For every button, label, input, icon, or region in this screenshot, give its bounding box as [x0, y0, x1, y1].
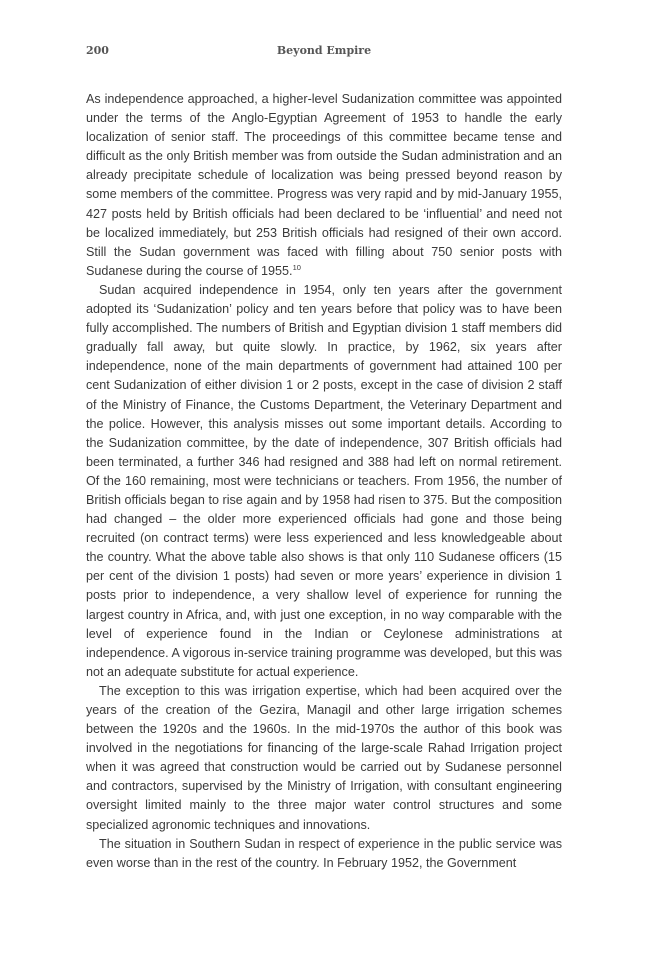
paragraph-3: The exception to this was irrigation expertise, which had been acquired over the years of the creation of the Gezira, Managil and other large irrigation schemes between the 1920s and the 1960s. In the mid-1970s the author of this book was involved in the negotiations for financing of the large-scale Rahad Irrigation project when it was agreed that construction would be carried out by Sudanese personnel and contractors, supervised by the Ministry of Irrigation, with consultant engineering oversight limited mainly to the three major water control structures and some specialized agronomic techniques and innovations. — [86, 683, 562, 832]
body-text — [86, 90, 562, 873]
book-page — [86, 40, 562, 873]
paragraph-4: The situation in Southern Sudan in respect of experience in the public service was even worse than in the rest of the country. In February 1952, the Government — [86, 836, 562, 870]
paragraph-1-text: As independence approached, a higher-level Sudanization committee was appointed under the terms of the Anglo-Egyptian Agreement of 1953 to handle the early localization of senior staff. The proceedings of this committee became tense and difficult as the only British member was from outside the Sudan administration and an already precipitate schedule of localization was being pressed beyond reason by some members of the committee. Progress was very rapid and by mid-January 1955, 427 posts held by British officials had been declared to be ‘influential’ and need not be localized immediately, but 253 British officials had resigned of their own accord. Still the Sudan government was faced with filling about 750 senior posts with Sudanese during the course of 1955. — [86, 92, 562, 278]
paragraph-2: Sudan acquired independence in 1954, only ten years after the government adopted its ‘Sudanization’ policy and ten years before that policy was to have been fully accomplished. The numbers of British and Egyptian division 1 staff members did gradually fall away, but quite slowly. In practice, by 1962, six years after independence, none of the main departments of government had attained 100 per cent Sudanization of either division 1 or 2 posts, except in the case of division 2 staff of the Ministry of Finance, the Customs Department, the Veterinary Department and the police. However, this analysis misses out some important details. According to the Sudanization committee, by the date of independence, 307 British officials had been terminated, a further 346 had resigned and 388 had left on normal retirement. Of the 160 remaining, most were technicians or teachers. From 1956, the number of British officials began to rise again and by 1958 had risen to 375. But the composition had changed – the older more experienced officials had gone and those being recruited (on contract terms) were less experienced and less knowledgeable about the country. What the above table also shows is that only 110 Sudanese officers (15 per cent of the division 1 posts) had seven or more years’ experience in division 1 posts prior to independence, a very shallow level of experience for running the largest country in Africa, and, with just one exception, in no way comparable with the level of experience found in the Indian or Ceylonese administrations at independence. A vigorous in-service training programme was developed, but this was not an adequate substitute for actual experience. — [86, 282, 562, 679]
book-title: Beyond Empire — [276, 44, 372, 57]
running-head — [86, 40, 562, 60]
footnote-reference[interactable]: 10 — [292, 262, 301, 272]
page-number: 200 — [86, 44, 109, 57]
paragraph-1 — [86, 90, 562, 281]
